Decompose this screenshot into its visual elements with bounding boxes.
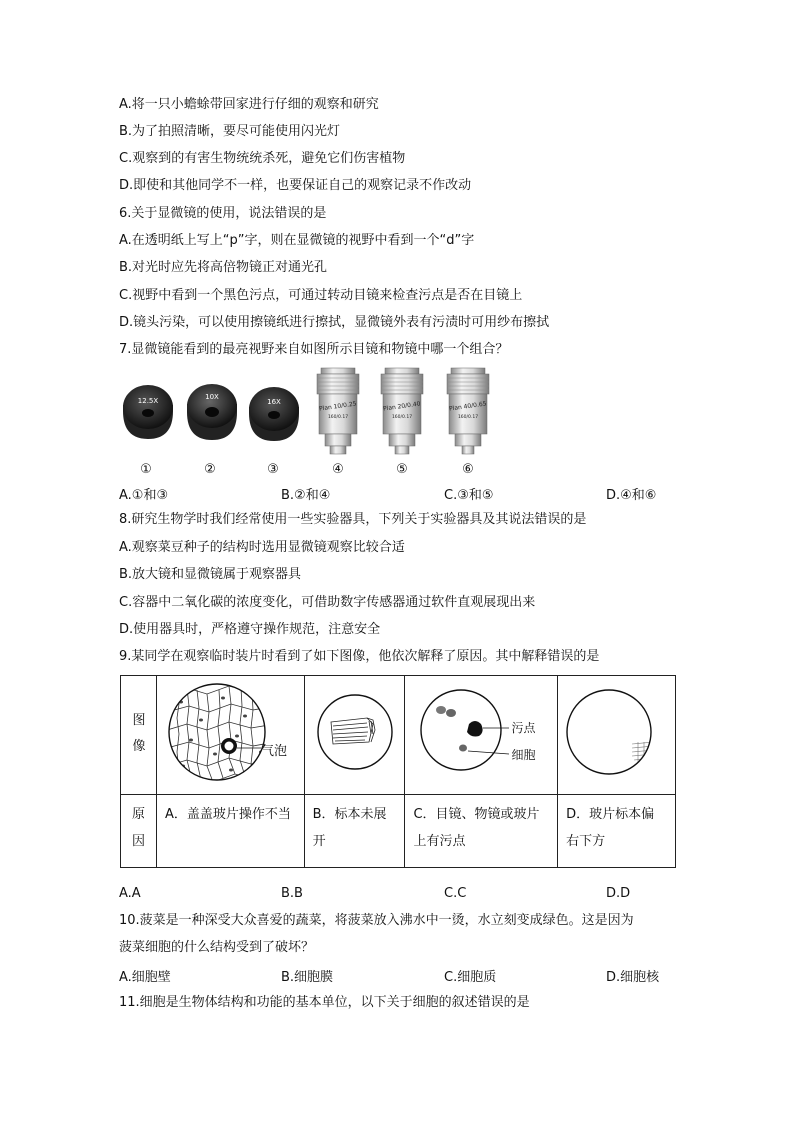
q9-option-a: A.A: [119, 886, 141, 901]
q9-image-c: [405, 676, 558, 795]
q9-image-d: [558, 676, 676, 795]
objective-2-label: Plan 20/0.40: [382, 400, 421, 413]
q7-option-a: A.①和③: [119, 488, 169, 503]
eyepiece-2-image: [185, 382, 239, 442]
q6-option-c: C.视野中看到一个黑色污点，可通过转动目镜来检查污点是否在目镜上: [119, 288, 523, 303]
eyepiece-3-label: 16X: [267, 398, 281, 406]
q9-cause-header: 原 因: [121, 795, 157, 868]
q10-option-d: D.细胞核: [606, 970, 660, 985]
q9-option-d: D.D: [606, 886, 631, 901]
lens-number-3: ③: [267, 462, 279, 477]
q10-option-a: A.细胞壁: [119, 970, 171, 985]
q9-image-b: [304, 676, 405, 795]
q5-option-d: D.即使和其他同学不一样，也要保证自己的观察记录不作改动: [119, 178, 472, 193]
q9-table: [120, 675, 676, 868]
objective-1-sublabel: 160/0.17: [327, 415, 349, 420]
lens-number-4: ④: [332, 462, 344, 477]
q9-label-cell: 细胞: [511, 748, 536, 762]
eyepiece-2-label: 10X: [205, 393, 219, 401]
q9-option-c: C.C: [444, 886, 467, 901]
q9-label-bubble: 气泡: [260, 744, 287, 759]
q7-option-d: D.④和⑥: [606, 488, 657, 503]
q5-option-b: B.为了拍照清晰，要尽可能使用闪光灯: [119, 124, 341, 139]
objective-2-image: [377, 366, 427, 456]
q9-image-a: [156, 676, 304, 795]
q9-options: [119, 886, 679, 904]
q9-option-b: B.B: [281, 886, 303, 901]
objective-1-image: [313, 366, 363, 456]
lens-number-6: ⑥: [462, 462, 474, 477]
q9-cause-c: C．目镜、物镜或玻片上有污点: [405, 795, 558, 868]
eyepiece-1-label: 12.5X: [137, 397, 159, 405]
lens-number-5: ⑤: [396, 462, 408, 477]
q11-stem: 11.细胞是生物体结构和功能的基本单位，以下关于细胞的叙述错误的是: [119, 995, 530, 1010]
objective-3-sublabel: 160/0.17: [457, 415, 479, 420]
q8-option-c: C.容器中二氧化碳的浓度变化，可借助数字传感器通过软件直观展现出来: [119, 595, 536, 610]
q5-option-c: C.观察到的有害生物统统杀死，避免它们伤害植物: [119, 151, 406, 166]
q9-cause-a: A．盖盖玻片操作不当: [156, 795, 304, 868]
q8-option-a: A.观察菜豆种子的结构时选用显微镜观察比较合适: [119, 540, 405, 555]
q8-option-d: D.使用器具时，严格遵守操作规范，注意安全: [119, 622, 381, 637]
q9-cause-b: B．标本未展开: [304, 795, 405, 868]
objective-3-image: [443, 366, 493, 456]
q7-options: [119, 484, 679, 502]
q8-option-b: B.放大镜和显微镜属于观察器具: [119, 567, 302, 582]
lens-number-1: ①: [140, 462, 152, 477]
objective-2-sublabel: 160/0.17: [391, 415, 413, 420]
q8-stem: 8.研究生物学时我们经常使用一些实验器具，下列关于实验器具及其说法错误的是: [119, 512, 587, 527]
q9-label-dirt: 污点: [511, 721, 536, 735]
q10-options: [119, 966, 679, 984]
q9-cause-d: D．玻片标本偏右下方: [558, 795, 676, 868]
q5-option-a: A.将一只小蟾蜍带回家进行仔细的观察和研究: [119, 97, 379, 112]
q7-option-b: B.②和④: [281, 488, 331, 503]
q10-option-b: B.细胞膜: [281, 970, 334, 985]
q10-option-c: C.细胞质: [444, 970, 497, 985]
q9-stem: 9.某同学在观察临时装片时看到了如下图像，他依次解释了原因。其中解释错误的是: [119, 649, 600, 664]
q7-stem: 7.显微镜能看到的最亮视野来自如图所示目镜和物镜中哪一个组合？: [119, 342, 509, 357]
q6-stem: 6.关于显微镜的使用，说法错误的是: [119, 206, 327, 221]
q6-option-d: D.镜头污染，可以使用擦镜纸进行擦拭，显微镜外表有污渍时可用纱布擦拭: [119, 315, 550, 330]
q7-option-c: C.③和⑤: [444, 488, 494, 503]
q6-option-a: A.在透明纸上写上“p”字，则在显微镜的视野中看到一个“d”字: [119, 233, 475, 248]
eyepiece-3-image: [247, 385, 301, 443]
eyepiece-1-image: [121, 383, 175, 441]
objective-3-label: Plan 40/0.65: [448, 400, 487, 413]
lens-number-2: ②: [204, 462, 216, 477]
q10-stem-line2: 菠菜细胞的什么结构受到了破坏？: [119, 940, 315, 955]
q10-stem-line1: 10.菠菜是一种深受大众喜爱的蔬菜，将菠菜放入沸水中一烫，水立刻变成绿色。这是因为: [119, 913, 634, 928]
q6-option-b: B.对光时应先将高倍物镜正对通光孔: [119, 260, 328, 275]
q9-image-header: 图 像: [121, 676, 157, 795]
objective-1-label: Plan 10/0.25: [318, 400, 357, 413]
